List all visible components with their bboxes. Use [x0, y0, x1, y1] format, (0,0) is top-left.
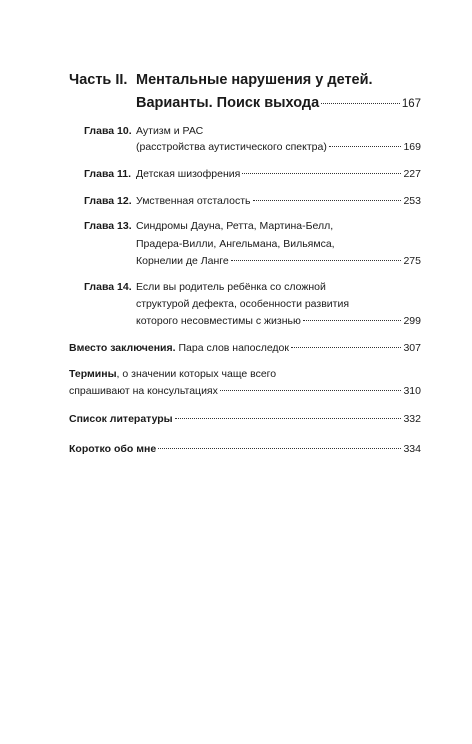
terms-entry[interactable]: [69, 385, 421, 397]
about-title: Коротко обо мне: [69, 443, 157, 455]
page-number: 169: [403, 141, 421, 153]
chapter-12-title: Умственная отсталость: [136, 195, 251, 207]
chapter-13-title-line-2: Прадера-Вилли, Ангельмана, Вильямса,: [136, 238, 335, 250]
chapter-14-entry[interactable]: [136, 315, 421, 327]
chapter-10-title-line-1: Аутизм и РАС: [136, 125, 204, 137]
chapter-12-label: Глава 12.: [84, 195, 132, 207]
chapter-11-entry[interactable]: [136, 168, 421, 180]
chapter-14-title-line-1: Если вы родитель ребёнка со сложной: [136, 281, 326, 293]
terms-subtitle-line-2: спрашивают на консультациях: [69, 385, 218, 397]
dot-leader: [303, 320, 402, 321]
chapter-10-entry[interactable]: [136, 141, 421, 153]
conclusion-subtitle: Пара слов напоследок: [178, 342, 289, 354]
dot-leader: [242, 173, 401, 174]
part-title-line-2: Варианты. Поиск выхода: [136, 95, 320, 111]
dot-leader: [253, 200, 402, 201]
chapter-13-entry[interactable]: [136, 255, 421, 267]
dot-leader: [291, 347, 401, 348]
about-entry[interactable]: [69, 443, 421, 455]
chapter-14-title-line-2: структурой дефекта, особенности развития: [136, 298, 350, 310]
page-number: 253: [403, 195, 421, 207]
references-entry[interactable]: [69, 413, 421, 425]
chapter-12-entry[interactable]: [136, 195, 421, 207]
dot-leader: [231, 260, 402, 261]
dot-leader: [158, 448, 401, 449]
chapter-14-label: Глава 14.: [84, 281, 132, 293]
page-number: 299: [403, 315, 421, 327]
chapter-13-title-line-1: Синдромы Дауна, Ретта, Мартина-Белл,: [136, 220, 334, 232]
chapter-10-label: Глава 10.: [84, 125, 132, 137]
page-number: 310: [403, 385, 421, 397]
references-title: Список литературы: [69, 413, 173, 425]
chapter-13-title-line-3: Корнелии де Ланге: [136, 255, 229, 267]
terms-entry-line-1: [69, 368, 421, 380]
page-number: 332: [403, 413, 421, 425]
chapter-14-title-line-3: которого несовместимы с жизнью: [136, 315, 301, 327]
part-title-line-1: Ментальные нарушения у детей.: [136, 72, 373, 88]
part-entry-line[interactable]: [136, 95, 421, 111]
part-label: Часть II.: [69, 72, 128, 88]
page-number: 334: [403, 443, 421, 455]
chapter-10-title-line-2: (расстройства аутистического спектра): [136, 141, 327, 153]
conclusion-entry[interactable]: [69, 342, 421, 354]
dot-leader: [220, 390, 402, 391]
chapter-11-label: Глава 11.: [84, 168, 132, 180]
page-number: 167: [401, 98, 421, 110]
chapter-13-label: Глава 13.: [84, 220, 132, 232]
dot-leader: [329, 146, 402, 147]
page-number: 275: [403, 255, 421, 267]
dot-leader: [321, 103, 400, 104]
conclusion-title: Вместо заключения.: [69, 342, 176, 354]
chapter-11-title: Детская шизофрения: [136, 168, 241, 180]
page-number: 227: [403, 168, 421, 180]
terms-subtitle: , о значении которых чаще всего: [116, 368, 277, 380]
dot-leader: [175, 418, 402, 419]
page-number: 307: [403, 342, 421, 354]
terms-title: Термины: [69, 368, 117, 380]
